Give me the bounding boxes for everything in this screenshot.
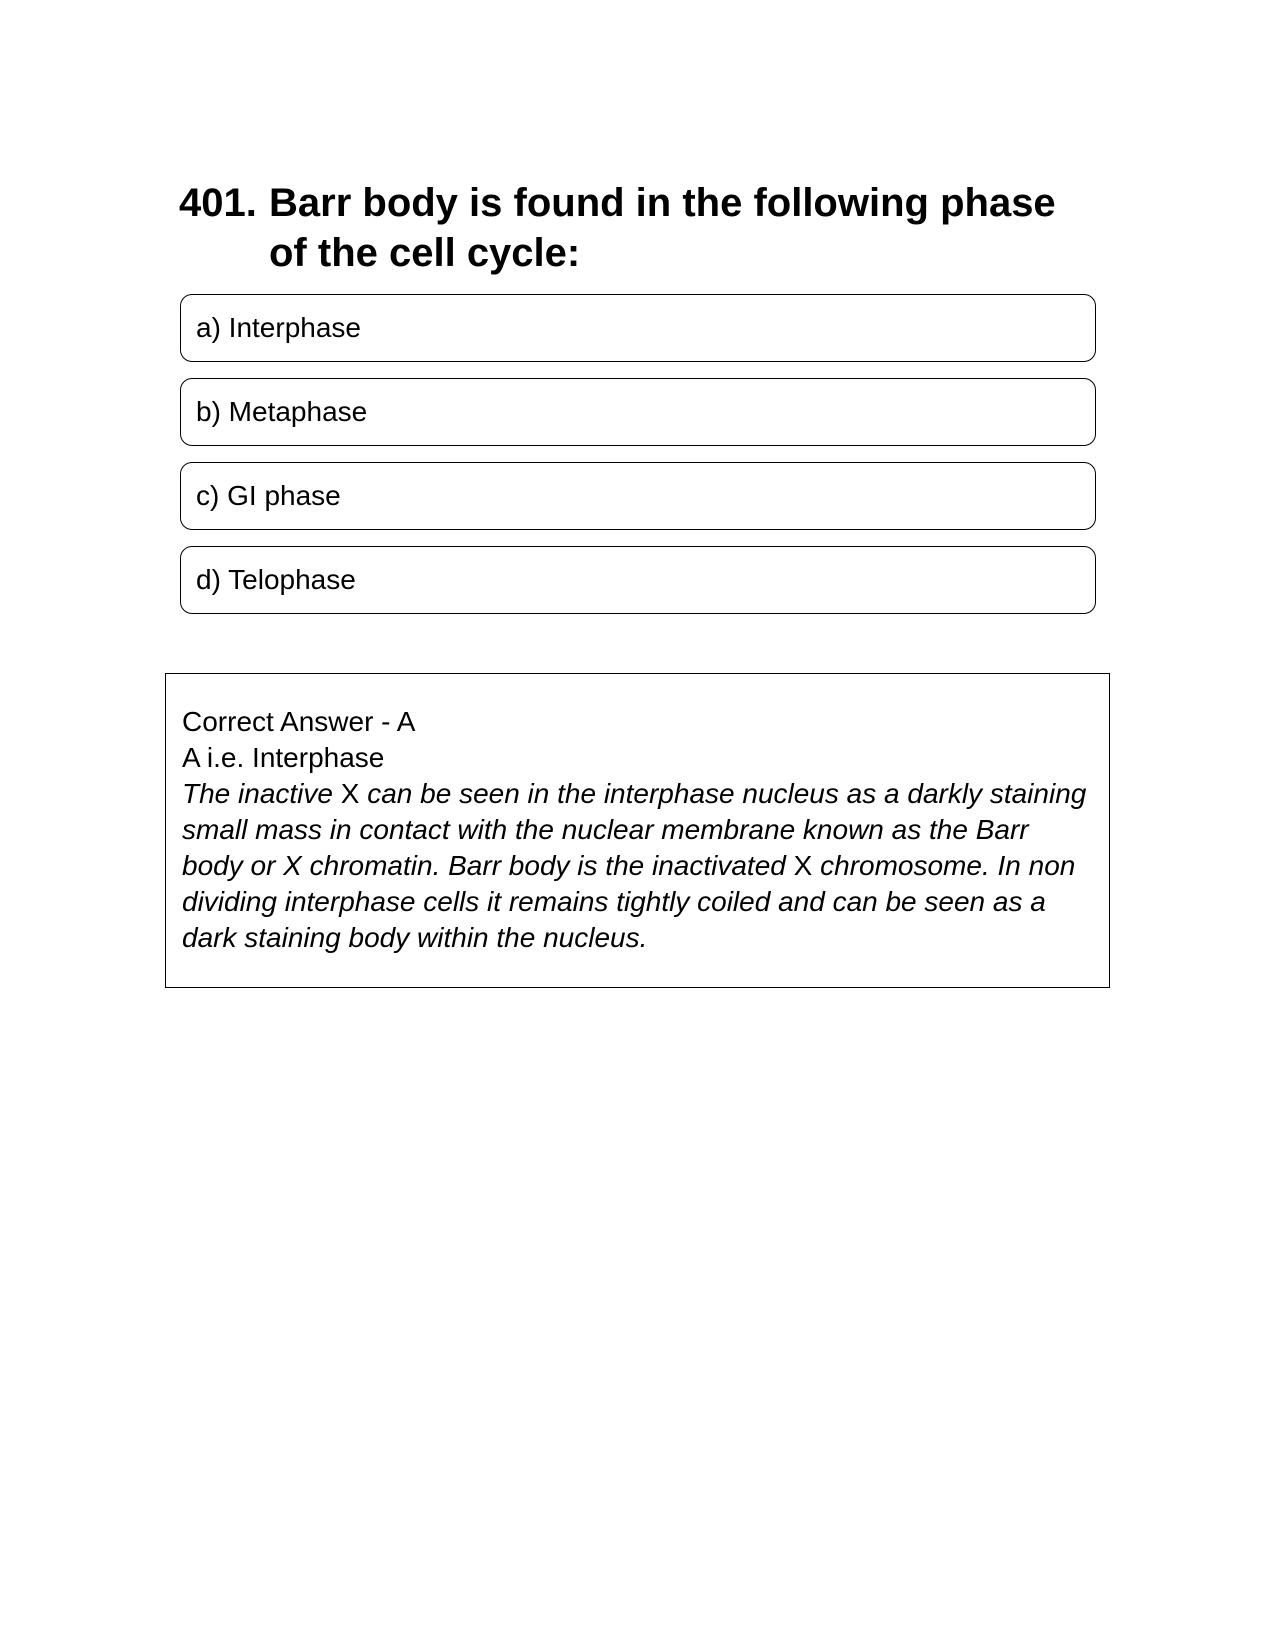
- answer-options: [180, 294, 1096, 630]
- answer-explanation: [182, 776, 1094, 956]
- explanation-part-1: The inactive: [182, 778, 341, 809]
- correct-answer: Correct Answer - A: [182, 706, 416, 737]
- option-c[interactable]: c) GI phase: [180, 462, 1096, 530]
- answer-explanation-box: [165, 673, 1110, 988]
- option-a[interactable]: a) Interphase: [180, 294, 1096, 362]
- question-text: Barr body is found in the following phase of the cell cycle:: [269, 181, 1056, 275]
- option-b[interactable]: b) Metaphase: [180, 378, 1096, 446]
- answer-short: A i.e. Interphase: [182, 742, 385, 773]
- question-heading: [179, 178, 1099, 278]
- question-number: 401.: [179, 181, 257, 225]
- option-d[interactable]: d) Telophase: [180, 546, 1096, 614]
- explanation-x-1: X: [340, 778, 360, 809]
- explanation-x-2: X: [793, 850, 813, 881]
- explanation-part-3: chromosome. In non dividing interphase cells it remains tightly coiled and can be seen as a dark staining body within the nucleus.: [182, 850, 1076, 953]
- explanation-part-2: can be seen in the interphase nucleus as a darkly staining small mass in contact with the nuclear membrane known as the Barr body or X chromatin. Barr body is the inactivated: [182, 778, 1087, 881]
